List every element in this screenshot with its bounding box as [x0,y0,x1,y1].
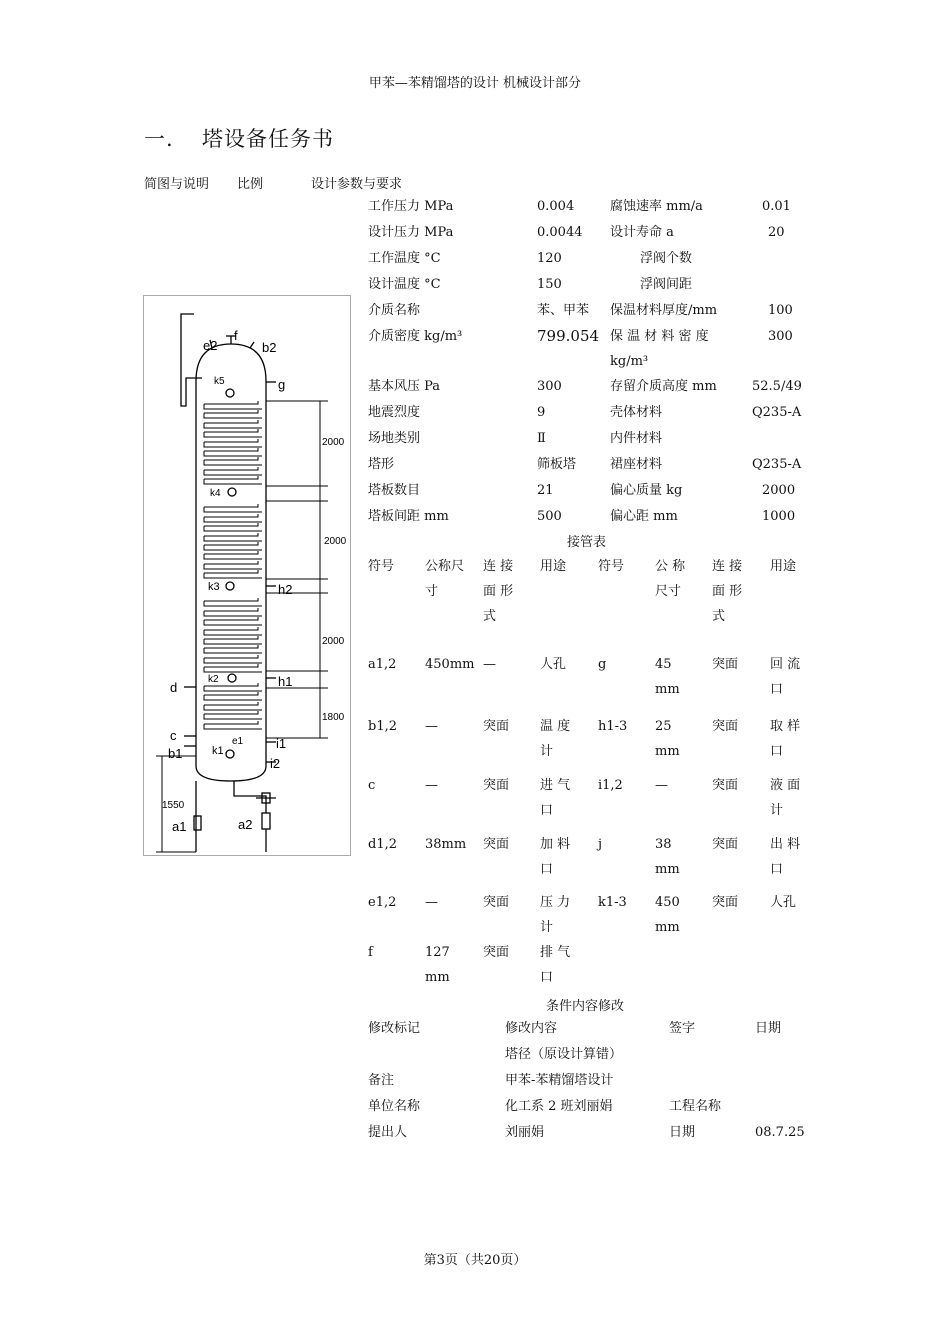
nozzle-cell: 突面 [712,837,739,852]
project-label: 工程名称 [669,1099,722,1114]
nozzle-cell: c [368,778,376,793]
tray [204,570,262,578]
nozzle-header: 公称尺寸 [425,559,465,599]
nozzle-cell: b1,2 [368,719,397,734]
dimension-1: 2000 [322,437,345,448]
tray [204,561,262,569]
label-h1: h1 [278,674,293,689]
nozzle-cell: — [425,895,438,910]
nozzle-cell: 温 度 计 [540,719,571,759]
nozzle-cell: 突面 [483,837,510,852]
subhead-scale: 比例 [237,177,264,192]
nozzle-header: 符号 [368,559,395,574]
nozzle-cell: — [483,657,496,672]
tray [204,467,262,475]
tray [204,617,262,625]
param-cell: 浮阀间距 [640,277,693,292]
modification-title: 条件内容修改 [546,999,625,1014]
dimension-2: 2000 [324,536,347,547]
label-b2: b2 [262,340,277,355]
nozzle-cell: 液 面 计 [770,778,801,818]
manhole-k5 [226,389,234,397]
nozzle-cell: — [425,778,438,793]
param-cell: 介质密度 kg/m³ [368,329,463,344]
mod-content-value: 塔径（原设计算错） [505,1047,623,1062]
label-a1: a1 [172,819,187,834]
param-cell: 偏心质量 kg [610,483,683,498]
nozzle-cell: 38mm [425,837,467,852]
tray [204,645,262,653]
dimension-4: 1800 [322,712,345,723]
label-a2: a2 [238,817,253,832]
tray [204,551,262,559]
tray [204,401,262,409]
param-cell: 100 [768,303,793,318]
param-cell: 1000 [762,509,796,524]
nozzle-cell: 25 mm [655,719,680,759]
param-cell: 设计温度 °C [368,277,441,292]
tray [204,523,262,531]
tray [204,655,262,663]
unit-value: 化工系 2 班刘丽娟 [505,1099,613,1114]
tray [204,664,262,672]
param-cell: 21 [537,483,554,498]
nozzle-cell: 排 气 口 [540,945,571,985]
param-cell: 存留介质高度 mm [610,379,717,394]
section-heading [144,123,334,153]
label-h2: h2 [278,582,293,597]
nozzle-cell: 450 mm [655,895,680,935]
remark-label: 备注 [368,1073,395,1088]
tray [204,636,262,644]
nozzle-cell: 进 气 口 [540,778,571,818]
unit-label: 单位名称 [368,1099,421,1114]
nozzle-cell: 突面 [712,719,739,734]
label-k2: k2 [208,674,219,685]
nozzle-cell: 突面 [483,778,510,793]
manhole-k4 [228,488,236,496]
nozzle-cell: 人孔 [540,657,567,672]
tray [204,702,262,710]
tray [204,692,262,700]
param-cell: 0.0044 [537,225,583,240]
param-cell: Ⅱ [537,431,546,446]
param-cell: Q235-A [752,457,802,472]
reflux-pipe [181,314,202,406]
param-cell: 799.054 [537,327,600,345]
param-cell: 塔板间距 mm [368,509,449,524]
param-cell: 52.5/49 [752,379,802,394]
param-cell: 2000 [762,483,796,498]
manhole-k1 [226,750,234,758]
tray [204,627,262,635]
dimension-5: 1550 [162,800,185,811]
param-cell: 场地类别 [368,431,421,446]
subhead-figure: 简图与说明 [144,177,210,192]
label-k3: k3 [208,581,220,593]
param-cell: 腐蚀速率 mm/a [610,199,703,214]
nozzle-cell: k1-3 [598,895,627,910]
label-k5: k5 [214,376,225,387]
param-cell: 设计压力 MPa [368,225,454,240]
nozzle-cell: 人孔 [770,895,797,910]
nozzle-cell: — [425,719,438,734]
tray [204,476,262,484]
param-cell: 120 [537,251,562,266]
label-i2: i2 [270,756,281,771]
label-d: d [170,680,178,695]
mod-label-content: 修改内容 [505,1021,558,1036]
tray [204,457,262,465]
nozzle-cell: e1,2 [368,895,397,910]
column-shell [196,344,266,781]
tray [204,721,262,729]
page-footer: 第3页（共20页） [423,1253,527,1268]
nozzle-header: 符号 [598,559,625,574]
tray [204,439,262,447]
nozzle-header: 用途 [540,559,567,574]
param-cell: 工作压力 MPa [368,199,454,214]
param-cell: 浮阀个数 [640,251,693,266]
nozzle-cell: 突面 [712,778,739,793]
param-cell: Q235-A [752,405,802,420]
param-cell: 塔板数目 [368,483,421,498]
nozzle-cell: d1,2 [368,837,397,852]
nozzle-header: 连 接 面 形 式 [712,559,743,624]
tray [204,608,262,616]
nozzle-header: 连 接 面 形 式 [483,559,514,624]
tray [204,542,262,550]
subhead-params: 设计参数与要求 [311,177,403,192]
nozzle-cell: 加 料 口 [540,837,571,877]
param-cell: 偏心距 mm [610,509,678,524]
mod-label-date: 日期 [755,1021,782,1036]
param-cell: 300 [768,329,793,344]
nozzle-cell: 突面 [712,895,739,910]
param-cell: 工作温度 °C [368,251,441,266]
manhole-k3 [226,582,234,590]
param-cell: 0.01 [762,199,791,214]
label-i1: i1 [276,736,287,751]
nozzle-cell: 突面 [483,895,510,910]
dimension-3: 2000 [322,636,345,647]
param-cell: 地震烈度 [368,405,421,420]
date-label: 日期 [669,1125,696,1140]
nozzle-cell: 出 料 口 [770,837,801,877]
nozzle-cell: j [598,837,603,852]
param-cell: 500 [537,509,562,524]
tray [204,504,262,512]
nozzle-header: 公 称 尺寸 [655,559,686,599]
param-cell: 基本风压 Pa [368,379,441,394]
nozzle-cell: a1,2 [368,657,397,672]
mod-label-mark: 修改标记 [368,1021,421,1036]
tray [204,448,262,456]
nozzle-cell: 突面 [483,945,510,960]
param-cell: 苯、甲苯 [537,303,590,318]
label-g: g [278,377,286,392]
tray [204,711,262,719]
nozzle-cell: 45 mm [655,657,680,697]
nozzle-cell: i1,2 [598,778,623,793]
section-number: 一. [144,127,174,151]
label-e1: e1 [232,736,244,747]
param-cell: 300 [537,379,562,394]
mod-label-sign: 签字 [669,1021,696,1036]
tray [204,598,262,606]
label-f: f [234,328,238,343]
nozzle-cell: f [368,945,373,960]
param-cell: 塔形 [368,457,395,472]
nozzle-table-title: 接管表 [567,535,607,550]
label-k1: k1 [212,745,224,757]
section-title: 塔设备任务书 [202,127,334,151]
bottom-pipe [234,781,266,804]
param-cell: 内件材料 [610,431,663,446]
param-cell: 壳体材料 [610,405,663,420]
tray [204,420,262,428]
column-diagram [143,295,351,856]
tray [204,514,262,522]
param-cell: 保温材料厚度/mm [610,303,718,318]
label-k4: k4 [210,488,221,499]
tray [204,429,262,437]
nozzle-cell: 127 mm [425,945,450,985]
label-b1: b1 [168,746,183,761]
nozzle-cell: — [655,778,668,793]
nozzle-cell: 回 流 口 [770,657,801,697]
nozzle-cell: 38 mm [655,837,680,877]
proposer-label: 提出人 [368,1125,408,1140]
param-cell: 150 [537,277,562,292]
param-cell: 保 温 材 料 密 度 kg/m³ [610,329,709,369]
nozzle-cell: 突面 [483,719,510,734]
param-cell: 20 [768,225,785,240]
proposer-value: 刘丽娟 [505,1125,545,1140]
tray [204,410,262,418]
remark-value: 甲苯-苯精馏塔设计 [505,1073,614,1088]
label-e2: e2 [203,338,218,353]
param-cell: 9 [537,405,546,420]
tray [204,533,262,541]
param-cell: 裙座材料 [610,457,663,472]
nozzle-cell: h1-3 [598,719,628,734]
nozzle-cell: 450mm [425,657,475,672]
nozzle-cell: 压 力 计 [540,895,571,935]
nozzle-cell: 取 样 口 [770,719,801,759]
nozzle-header: 用途 [770,559,797,574]
page-header: 甲苯—苯精馏塔的设计 机械设计部分 [368,76,582,91]
param-cell: 筛板塔 [537,457,577,472]
param-cell: 设计寿命 a [610,225,674,240]
nozzle-cell: 突面 [712,657,739,672]
param-cell: 介质名称 [368,303,421,318]
param-cell: 0.004 [537,199,575,214]
manhole-k2 [228,674,236,682]
nozzle-cell: g [598,657,607,672]
date-value: 08.7.25 [755,1125,805,1140]
label-c: c [170,728,177,743]
